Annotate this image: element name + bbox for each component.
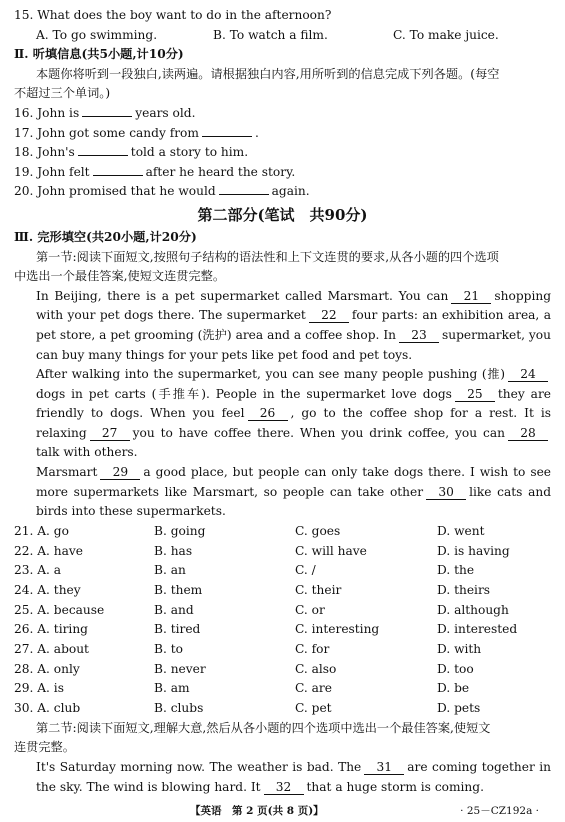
fill-item-18: 18. John's told a story to him. — [14, 145, 249, 160]
option-row-29: 29. A. is B. am C. are D. be — [14, 681, 470, 696]
q15-option-a: A. To go swimming. — [36, 27, 158, 42]
passage-paragraph-3: Marsmart 29 a good place, but people can only take dogs there. I wish to see more supermarkets like Marsmart, so people can take other 30 like cats and birds into these supermarkets. — [36, 465, 551, 519]
blank-23: 23 — [399, 328, 439, 343]
fill-item-19: 19. John felt after he heard the story. — [14, 164, 296, 179]
paper-code: · 25－CZ192a · — [460, 805, 539, 817]
section2-instruction-1: 第二节:阅读下面短文,理解大意,然后从各小题的四个选项中选出一个最佳答案,使短文 — [36, 720, 491, 735]
section-title: 第二部分(笔试 共90分) — [197, 205, 368, 224]
option-row-26: 26. A. tiring B. tired C. interesting D. interested — [14, 622, 518, 637]
option-row-24: 24. A. they B. them C. their D. theirs — [14, 582, 491, 597]
blank-28: 28 — [508, 426, 548, 441]
answer-options — [14, 522, 551, 719]
blank-31: 31 — [364, 760, 404, 775]
option-row-28: 28. A. only B. never C. also D. too — [14, 661, 474, 676]
answer-blank — [78, 155, 128, 156]
answer-blank — [202, 136, 252, 137]
part3-heading: Ⅲ. 完形填空(共20小题,计20分) — [14, 229, 197, 244]
option-row-30: 30. A. club B. clubs C. pet D. pets — [14, 701, 481, 716]
q15-option-b: B. To watch a film. — [213, 27, 328, 42]
blank-26: 26 — [248, 406, 288, 421]
option-row-23: 23. A. a B. an C. / D. the — [14, 563, 475, 578]
passage-paragraph-2: After walking into the supermarket, you can see many people pushing (推) 24dogs in pet carts (手推车). People in the supermarket love dogs 25 they are friendly to dogs. When you feel 26 , go to the coffee shop for a rest. It is relaxing 27 you to have coffee there. When you drink coffee, you can 28talk with others. — [36, 367, 551, 460]
fill-item-17: 17. John got some candy from . — [14, 125, 259, 140]
blank-32: 32 — [264, 780, 304, 795]
q15-option-c: C. To make juice. — [393, 27, 499, 42]
blank-25: 25 — [455, 387, 495, 402]
blank-30: 30 — [426, 485, 466, 500]
blank-24: 24 — [508, 367, 548, 382]
passage-paragraph-1: In Beijing, there is a pet supermarket called Marsmart. You can 21 shopping with your pet dogs there. The supermarket 22 four parts: an exhibition area, a pet store, a pet grooming (洗护) area and a coffee shop. In 23 supermarket, you can buy many things for your pets like pet food and pet toys. — [36, 288, 551, 362]
part3-instruction-1: 第一节:阅读下面短文,按照句子结构的语法性和上下文连贯的要求,从各小题的四个选项 — [36, 249, 499, 264]
answer-blank — [82, 116, 132, 117]
blank-21: 21 — [451, 289, 491, 304]
answer-blank — [219, 194, 269, 195]
fill-item-16: 16. John is years old. — [14, 105, 196, 120]
part2-instruction-2: 不超过三个单词。) — [14, 86, 111, 101]
option-row-22: 22. A. have B. has C. will have D. is having — [14, 543, 510, 558]
blank-29: 29 — [100, 465, 140, 480]
option-row-27: 27. A. about B. to C. for D. with — [14, 642, 482, 657]
option-row-21: 21. A. go B. going C. goes D. went — [14, 523, 485, 538]
q15-stem: 15. What does the boy want to do in the afternoon? — [14, 8, 332, 22]
page-number: 【英语 第 2 页(共 8 页)】 — [190, 805, 324, 817]
section2-instruction-2: 连贯完整。 — [14, 740, 75, 755]
blank-22: 22 — [309, 308, 349, 323]
part3-instruction-2: 中选出一个最佳答案,使短文连贯完整。 — [14, 269, 226, 284]
q15-options — [14, 26, 551, 46]
option-row-25: 25. A. because B. and C. or D. although — [14, 602, 509, 617]
part2-instruction-1: 本题你将听到一段独白,读两遍。请根据独白内容,用所听到的信息完成下列各题。(每空 — [36, 66, 500, 81]
part2-heading: Ⅱ. 听填信息(共5小题,计10分) — [14, 47, 184, 62]
passage-paragraph-4: It's Saturday morning now. The weather is bad. The 31 are coming together in the sky. The wind is blowing hard. It 32 that a huge storm is coming. — [36, 760, 551, 794]
fill-item-20: 20. John promised that he would again. — [14, 184, 310, 199]
blank-27: 27 — [90, 426, 130, 441]
answer-blank — [93, 175, 143, 176]
